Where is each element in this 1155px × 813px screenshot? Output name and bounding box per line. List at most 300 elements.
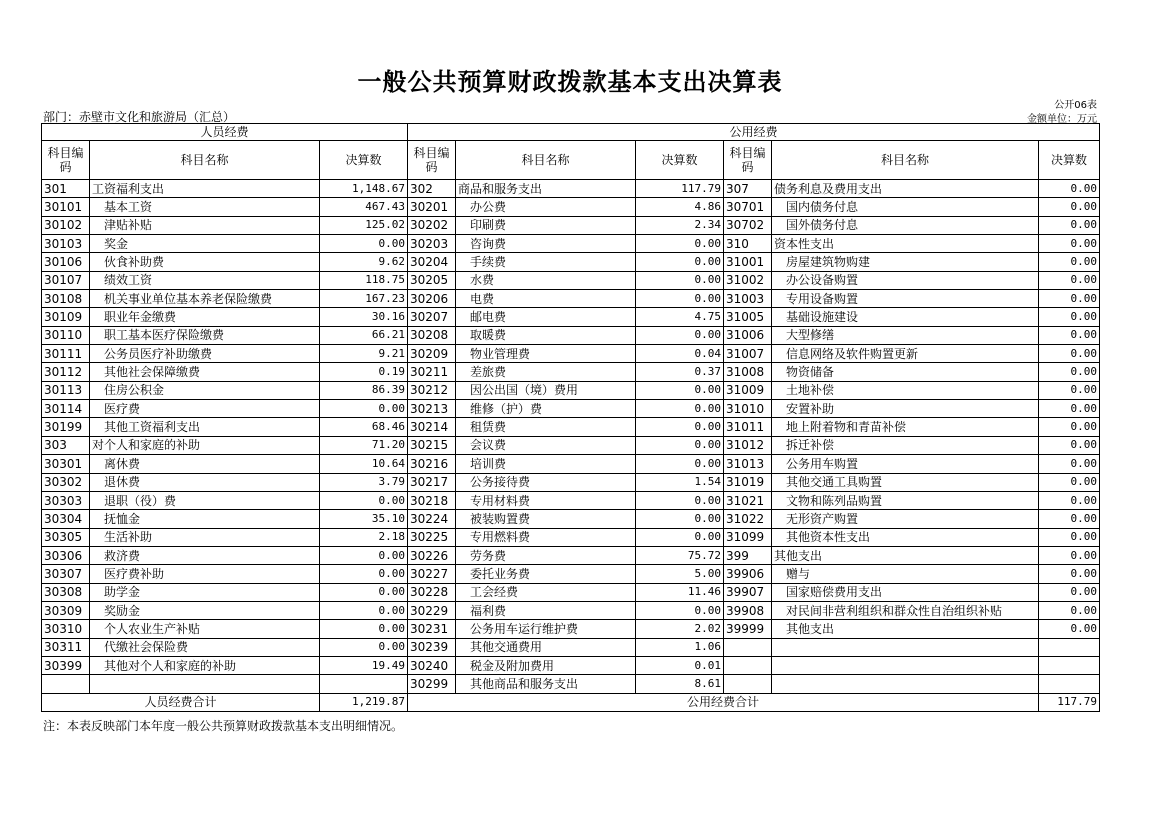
amount-cell: 117.79 bbox=[636, 180, 724, 198]
subject-code-cell: 31010 bbox=[724, 400, 772, 418]
subject-name-cell: 基础设施建设 bbox=[772, 308, 1039, 326]
subject-name-cell: 维修（护）费 bbox=[456, 400, 636, 418]
subject-name-cell: 其他支出 bbox=[772, 546, 1039, 564]
subject-name-cell: 税金及附加费用 bbox=[456, 656, 636, 674]
subject-code-cell: 39999 bbox=[724, 620, 772, 638]
table-row bbox=[42, 565, 1100, 583]
amount-cell: 0.00 bbox=[1039, 583, 1100, 601]
table-row bbox=[42, 473, 1100, 491]
amount-cell: 0.19 bbox=[320, 363, 408, 381]
subject-name-cell: 物业管理费 bbox=[456, 345, 636, 363]
subject-name-cell: 劳务费 bbox=[456, 546, 636, 564]
col-header-amount: 决算数 bbox=[1039, 141, 1100, 180]
table-row bbox=[42, 601, 1100, 619]
table-row bbox=[42, 345, 1100, 363]
subject-name-cell: 奖励金 bbox=[90, 601, 320, 619]
subject-name-cell: 基本工资 bbox=[90, 198, 320, 216]
amount-cell: 0.00 bbox=[1039, 491, 1100, 509]
subject-name-cell: 无形资产购置 bbox=[772, 510, 1039, 528]
amount-cell: 118.75 bbox=[320, 271, 408, 289]
subject-name-cell: 公务用车运行维护费 bbox=[456, 620, 636, 638]
subject-name-cell: 其他交通工具购置 bbox=[772, 473, 1039, 491]
subject-name-cell: 退职（役）费 bbox=[90, 491, 320, 509]
subject-code-cell: 30213 bbox=[408, 400, 456, 418]
amount-cell: 2.34 bbox=[636, 216, 724, 234]
subject-code-cell: 30202 bbox=[408, 216, 456, 234]
subject-name-cell: 手续费 bbox=[456, 253, 636, 271]
amount-cell: 19.49 bbox=[320, 656, 408, 674]
amount-cell: 0.00 bbox=[636, 253, 724, 271]
subject-name-cell: 公务用车购置 bbox=[772, 455, 1039, 473]
table-row bbox=[42, 675, 1100, 693]
group-header-personnel: 人员经费 bbox=[42, 124, 408, 141]
col-header-code: 科目编码 bbox=[408, 141, 456, 180]
subject-code-cell: 31021 bbox=[724, 491, 772, 509]
subject-name-cell: 房屋建筑物购建 bbox=[772, 253, 1039, 271]
table-row bbox=[42, 216, 1100, 234]
amount-cell: 71.20 bbox=[320, 436, 408, 454]
subject-name-cell: 机关事业单位基本养老保险缴费 bbox=[90, 290, 320, 308]
amount-cell: 0.00 bbox=[1039, 418, 1100, 436]
subject-code-cell: 30299 bbox=[408, 675, 456, 693]
subject-name-cell: 差旅费 bbox=[456, 363, 636, 381]
amount-cell: 0.00 bbox=[320, 565, 408, 583]
table-row bbox=[42, 620, 1100, 638]
subject-code-cell: 30701 bbox=[724, 198, 772, 216]
amount-cell: 0.00 bbox=[1039, 363, 1100, 381]
subject-code-cell: 30205 bbox=[408, 271, 456, 289]
subject-code-cell: 31019 bbox=[724, 473, 772, 491]
subject-code-cell bbox=[724, 638, 772, 656]
subject-name-cell bbox=[772, 656, 1039, 674]
subject-code-cell: 30113 bbox=[42, 381, 90, 399]
subject-name-cell: 国外债务付息 bbox=[772, 216, 1039, 234]
amount-cell: 0.00 bbox=[1039, 455, 1100, 473]
subject-code-cell: 30240 bbox=[408, 656, 456, 674]
amount-cell: 0.00 bbox=[636, 381, 724, 399]
amount-cell: 0.00 bbox=[1039, 620, 1100, 638]
subject-name-cell bbox=[772, 638, 1039, 656]
subject-code-cell: 30302 bbox=[42, 473, 90, 491]
amount-cell: 0.00 bbox=[636, 510, 724, 528]
amount-cell: 0.00 bbox=[320, 620, 408, 638]
amount-cell: 0.00 bbox=[1039, 180, 1100, 198]
subject-code-cell: 30102 bbox=[42, 216, 90, 234]
subject-name-cell: 其他商品和服务支出 bbox=[456, 675, 636, 693]
personnel-total-label: 人员经费合计 bbox=[42, 693, 320, 711]
subject-name-cell: 住房公积金 bbox=[90, 381, 320, 399]
subject-name-cell: 津贴补贴 bbox=[90, 216, 320, 234]
subject-name-cell: 会议费 bbox=[456, 436, 636, 454]
subject-code-cell: 30308 bbox=[42, 583, 90, 601]
subject-code-cell: 30231 bbox=[408, 620, 456, 638]
amount-cell: 0.00 bbox=[636, 491, 724, 509]
subject-name-cell: 被装购置费 bbox=[456, 510, 636, 528]
amount-cell: 10.64 bbox=[320, 455, 408, 473]
amount-cell: 0.00 bbox=[320, 546, 408, 564]
subject-code-cell: 302 bbox=[408, 180, 456, 198]
amount-cell: 0.04 bbox=[636, 345, 724, 363]
table-row bbox=[42, 253, 1100, 271]
subject-name-cell: 物资储备 bbox=[772, 363, 1039, 381]
amount-cell bbox=[1039, 638, 1100, 656]
amount-cell: 4.75 bbox=[636, 308, 724, 326]
subject-name-cell: 办公费 bbox=[456, 198, 636, 216]
subject-name-cell: 工资福利支出 bbox=[90, 180, 320, 198]
amount-cell bbox=[320, 675, 408, 693]
amount-cell: 3.79 bbox=[320, 473, 408, 491]
totals-row bbox=[42, 693, 1100, 711]
amount-cell: 0.00 bbox=[1039, 290, 1100, 308]
amount-cell: 0.00 bbox=[320, 400, 408, 418]
subject-code-cell: 30209 bbox=[408, 345, 456, 363]
subject-code-cell: 30226 bbox=[408, 546, 456, 564]
subject-name-cell: 医疗费补助 bbox=[90, 565, 320, 583]
subject-code-cell: 30399 bbox=[42, 656, 90, 674]
table-row bbox=[42, 455, 1100, 473]
subject-name-cell: 其他支出 bbox=[772, 620, 1039, 638]
subject-name-cell: 商品和服务支出 bbox=[456, 180, 636, 198]
amount-cell: 0.00 bbox=[636, 455, 724, 473]
subject-code-cell: 31012 bbox=[724, 436, 772, 454]
subject-name-cell: 国内债务付息 bbox=[772, 198, 1039, 216]
subject-name-cell: 绩效工资 bbox=[90, 271, 320, 289]
amount-cell: 1.06 bbox=[636, 638, 724, 656]
subject-code-cell: 30214 bbox=[408, 418, 456, 436]
subject-name-cell: 对民间非营利组织和群众性自治组织补贴 bbox=[772, 601, 1039, 619]
subject-code-cell: 30107 bbox=[42, 271, 90, 289]
amount-cell: 0.00 bbox=[636, 418, 724, 436]
table-row bbox=[42, 436, 1100, 454]
amount-cell: 0.00 bbox=[1039, 216, 1100, 234]
subject-name-cell: 委托业务费 bbox=[456, 565, 636, 583]
amount-cell: 0.00 bbox=[636, 326, 724, 344]
subject-name-cell: 抚恤金 bbox=[90, 510, 320, 528]
department-label: 部门：赤壁市文化和旅游局（汇总） bbox=[43, 110, 236, 124]
subject-name-cell: 专用材料费 bbox=[456, 491, 636, 509]
amount-cell: 0.00 bbox=[1039, 381, 1100, 399]
amount-cell: 1,148.67 bbox=[320, 180, 408, 198]
subject-name-cell: 其他对个人和家庭的补助 bbox=[90, 656, 320, 674]
amount-cell: 0.00 bbox=[1039, 546, 1100, 564]
amount-cell: 1.54 bbox=[636, 473, 724, 491]
table-row bbox=[42, 198, 1100, 216]
subject-code-cell: 30218 bbox=[408, 491, 456, 509]
subject-code-cell: 30212 bbox=[408, 381, 456, 399]
subject-name-cell: 职业年金缴费 bbox=[90, 308, 320, 326]
col-header-name: 科目名称 bbox=[456, 141, 636, 180]
subject-name-cell bbox=[772, 675, 1039, 693]
subject-name-cell: 其他交通费用 bbox=[456, 638, 636, 656]
amount-cell: 75.72 bbox=[636, 546, 724, 564]
table-row bbox=[42, 491, 1100, 509]
table-row bbox=[42, 308, 1100, 326]
table-row bbox=[42, 638, 1100, 656]
amount-cell: 467.43 bbox=[320, 198, 408, 216]
group-header-row bbox=[42, 124, 1100, 141]
subject-code-cell: 30106 bbox=[42, 253, 90, 271]
subject-code-cell: 30301 bbox=[42, 455, 90, 473]
subject-code-cell: 30203 bbox=[408, 235, 456, 253]
amount-cell: 0.00 bbox=[1039, 326, 1100, 344]
table-row bbox=[42, 583, 1100, 601]
amount-cell: 0.00 bbox=[636, 601, 724, 619]
table-row bbox=[42, 418, 1100, 436]
subject-code-cell: 30207 bbox=[408, 308, 456, 326]
subject-name-cell: 土地补偿 bbox=[772, 381, 1039, 399]
table-row bbox=[42, 290, 1100, 308]
public-total-label: 公用经费合计 bbox=[408, 693, 1039, 711]
subject-name-cell: 因公出国（境）费用 bbox=[456, 381, 636, 399]
subject-code-cell: 30702 bbox=[724, 216, 772, 234]
subject-code-cell: 31002 bbox=[724, 271, 772, 289]
subject-code-cell: 30306 bbox=[42, 546, 90, 564]
amount-cell: 0.00 bbox=[1039, 253, 1100, 271]
amount-cell: 0.00 bbox=[320, 583, 408, 601]
subject-code-cell: 30307 bbox=[42, 565, 90, 583]
subject-code-cell: 30109 bbox=[42, 308, 90, 326]
subject-name-cell: 取暖费 bbox=[456, 326, 636, 344]
subject-code-cell: 30112 bbox=[42, 363, 90, 381]
amount-cell: 0.00 bbox=[1039, 271, 1100, 289]
subject-name-cell: 医疗费 bbox=[90, 400, 320, 418]
table-code-label: 公开06表 bbox=[1054, 100, 1097, 111]
amount-cell: 0.00 bbox=[1039, 436, 1100, 454]
amount-cell: 68.46 bbox=[320, 418, 408, 436]
subject-code-cell: 39908 bbox=[724, 601, 772, 619]
subject-code-cell: 30305 bbox=[42, 528, 90, 546]
col-header-amount: 决算数 bbox=[636, 141, 724, 180]
subject-name-cell: 专用设备购置 bbox=[772, 290, 1039, 308]
subject-code-cell: 30216 bbox=[408, 455, 456, 473]
amount-cell: 2.02 bbox=[636, 620, 724, 638]
amount-cell: 4.86 bbox=[636, 198, 724, 216]
subject-name-cell: 培训费 bbox=[456, 455, 636, 473]
amount-cell: 0.00 bbox=[636, 290, 724, 308]
amount-cell: 5.00 bbox=[636, 565, 724, 583]
subject-name-cell: 赠与 bbox=[772, 565, 1039, 583]
subject-name-cell: 办公设备购置 bbox=[772, 271, 1039, 289]
subject-name-cell: 其他资本性支出 bbox=[772, 528, 1039, 546]
amount-cell: 0.00 bbox=[320, 601, 408, 619]
amount-cell: 2.18 bbox=[320, 528, 408, 546]
amount-cell: 35.10 bbox=[320, 510, 408, 528]
subject-name-cell: 邮电费 bbox=[456, 308, 636, 326]
subject-code-cell: 39907 bbox=[724, 583, 772, 601]
table-row bbox=[42, 510, 1100, 528]
subject-code-cell: 30108 bbox=[42, 290, 90, 308]
group-header-public: 公用经费 bbox=[408, 124, 1100, 141]
amount-cell: 0.00 bbox=[1039, 510, 1100, 528]
unit-label: 金额单位：万元 bbox=[1027, 114, 1097, 125]
amount-cell: 0.00 bbox=[1039, 473, 1100, 491]
subject-name-cell: 大型修缮 bbox=[772, 326, 1039, 344]
subject-name-cell: 其他工资福利支出 bbox=[90, 418, 320, 436]
amount-cell: 167.23 bbox=[320, 290, 408, 308]
subject-name-cell: 公务接待费 bbox=[456, 473, 636, 491]
amount-cell: 125.02 bbox=[320, 216, 408, 234]
subject-code-cell: 31009 bbox=[724, 381, 772, 399]
amount-cell: 0.00 bbox=[1039, 198, 1100, 216]
subject-code-cell: 30211 bbox=[408, 363, 456, 381]
subject-code-cell: 30114 bbox=[42, 400, 90, 418]
personnel-total-amount: 1,219.87 bbox=[320, 693, 408, 711]
subject-code-cell bbox=[724, 675, 772, 693]
subject-code-cell: 31006 bbox=[724, 326, 772, 344]
table-row bbox=[42, 528, 1100, 546]
subject-code-cell: 303 bbox=[42, 436, 90, 454]
subject-code-cell: 307 bbox=[724, 180, 772, 198]
col-header-code: 科目编码 bbox=[42, 141, 90, 180]
subject-name-cell: 伙食补助费 bbox=[90, 253, 320, 271]
amount-cell: 9.21 bbox=[320, 345, 408, 363]
amount-cell: 0.00 bbox=[636, 436, 724, 454]
subject-code-cell bbox=[724, 656, 772, 674]
subject-name-cell: 助学金 bbox=[90, 583, 320, 601]
subject-code-cell: 31003 bbox=[724, 290, 772, 308]
amount-cell: 0.00 bbox=[1039, 528, 1100, 546]
col-header-name: 科目名称 bbox=[772, 141, 1039, 180]
table-row bbox=[42, 400, 1100, 418]
amount-cell: 0.00 bbox=[636, 235, 724, 253]
subject-name-cell: 债务利息及费用支出 bbox=[772, 180, 1039, 198]
table-row bbox=[42, 235, 1100, 253]
subject-name-cell: 福利费 bbox=[456, 601, 636, 619]
table-row bbox=[42, 656, 1100, 674]
amount-cell: 0.37 bbox=[636, 363, 724, 381]
col-header-amount: 决算数 bbox=[320, 141, 408, 180]
amount-cell: 0.00 bbox=[320, 638, 408, 656]
subject-name-cell: 咨询费 bbox=[456, 235, 636, 253]
subject-code-cell: 30224 bbox=[408, 510, 456, 528]
amount-cell: 0.01 bbox=[636, 656, 724, 674]
subject-code-cell: 30310 bbox=[42, 620, 90, 638]
amount-cell: 0.00 bbox=[1039, 400, 1100, 418]
amount-cell: 0.00 bbox=[1039, 308, 1100, 326]
subject-name-cell bbox=[90, 675, 320, 693]
subject-code-cell: 30309 bbox=[42, 601, 90, 619]
subject-code-cell: 30217 bbox=[408, 473, 456, 491]
subject-name-cell: 代缴社会保险费 bbox=[90, 638, 320, 656]
subject-code-cell: 31011 bbox=[724, 418, 772, 436]
amount-cell: 0.00 bbox=[1039, 345, 1100, 363]
subject-code-cell: 30110 bbox=[42, 326, 90, 344]
column-header-row bbox=[42, 141, 1100, 180]
amount-cell: 0.00 bbox=[1039, 565, 1100, 583]
subject-code-cell: 30111 bbox=[42, 345, 90, 363]
amount-cell bbox=[1039, 675, 1100, 693]
subject-name-cell: 资本性支出 bbox=[772, 235, 1039, 253]
subject-name-cell: 水费 bbox=[456, 271, 636, 289]
page-title: 一般公共预算财政拨款基本支出决算表 bbox=[357, 67, 783, 96]
subject-name-cell: 地上附着物和青苗补偿 bbox=[772, 418, 1039, 436]
subject-name-cell: 文物和陈列品购置 bbox=[772, 491, 1039, 509]
amount-cell bbox=[1039, 656, 1100, 674]
subject-code-cell: 31013 bbox=[724, 455, 772, 473]
subject-name-cell: 对个人和家庭的补助 bbox=[90, 436, 320, 454]
col-header-code: 科目编码 bbox=[724, 141, 772, 180]
subject-code-cell: 310 bbox=[724, 235, 772, 253]
subject-code-cell: 30311 bbox=[42, 638, 90, 656]
subject-name-cell: 救济费 bbox=[90, 546, 320, 564]
subject-code-cell: 30227 bbox=[408, 565, 456, 583]
subject-name-cell: 信息网络及软件购置更新 bbox=[772, 345, 1039, 363]
table-row bbox=[42, 381, 1100, 399]
amount-cell: 0.00 bbox=[320, 235, 408, 253]
table-row bbox=[42, 271, 1100, 289]
subject-name-cell: 租赁费 bbox=[456, 418, 636, 436]
expenditure-table bbox=[41, 123, 1100, 712]
subject-code-cell: 399 bbox=[724, 546, 772, 564]
footnote: 注：本表反映部门本年度一般公共预算财政拨款基本支出明细情况。 bbox=[43, 719, 404, 733]
subject-code-cell: 31022 bbox=[724, 510, 772, 528]
subject-code-cell bbox=[42, 675, 90, 693]
amount-cell: 0.00 bbox=[1039, 235, 1100, 253]
subject-name-cell: 奖金 bbox=[90, 235, 320, 253]
table-row bbox=[42, 326, 1100, 344]
subject-code-cell: 30199 bbox=[42, 418, 90, 436]
subject-name-cell: 离休费 bbox=[90, 455, 320, 473]
subject-code-cell: 30229 bbox=[408, 601, 456, 619]
subject-name-cell: 拆迁补偿 bbox=[772, 436, 1039, 454]
subject-code-cell: 30103 bbox=[42, 235, 90, 253]
subject-code-cell: 30101 bbox=[42, 198, 90, 216]
subject-code-cell: 30228 bbox=[408, 583, 456, 601]
subject-name-cell: 生活补助 bbox=[90, 528, 320, 546]
subject-code-cell: 31099 bbox=[724, 528, 772, 546]
subject-name-cell: 工会经费 bbox=[456, 583, 636, 601]
subject-name-cell: 印刷费 bbox=[456, 216, 636, 234]
subject-code-cell: 31008 bbox=[724, 363, 772, 381]
subject-code-cell: 31007 bbox=[724, 345, 772, 363]
subject-name-cell: 专用燃料费 bbox=[456, 528, 636, 546]
subject-name-cell: 国家赔偿费用支出 bbox=[772, 583, 1039, 601]
subject-code-cell: 30201 bbox=[408, 198, 456, 216]
col-header-name: 科目名称 bbox=[90, 141, 320, 180]
subject-name-cell: 个人农业生产补贴 bbox=[90, 620, 320, 638]
amount-cell: 66.21 bbox=[320, 326, 408, 344]
subject-code-cell: 30208 bbox=[408, 326, 456, 344]
amount-cell: 11.46 bbox=[636, 583, 724, 601]
subject-code-cell: 30206 bbox=[408, 290, 456, 308]
amount-cell: 0.00 bbox=[636, 271, 724, 289]
amount-cell: 9.62 bbox=[320, 253, 408, 271]
subject-name-cell: 其他社会保障缴费 bbox=[90, 363, 320, 381]
subject-name-cell: 安置补助 bbox=[772, 400, 1039, 418]
amount-cell: 86.39 bbox=[320, 381, 408, 399]
table-row bbox=[42, 180, 1100, 198]
amount-cell: 0.00 bbox=[1039, 601, 1100, 619]
amount-cell: 8.61 bbox=[636, 675, 724, 693]
subject-code-cell: 301 bbox=[42, 180, 90, 198]
subject-name-cell: 职工基本医疗保险缴费 bbox=[90, 326, 320, 344]
subject-code-cell: 30215 bbox=[408, 436, 456, 454]
amount-cell: 0.00 bbox=[636, 528, 724, 546]
subject-code-cell: 30303 bbox=[42, 491, 90, 509]
subject-code-cell: 30204 bbox=[408, 253, 456, 271]
public-total-amount: 117.79 bbox=[1039, 693, 1100, 711]
subject-name-cell: 退休费 bbox=[90, 473, 320, 491]
subject-code-cell: 31005 bbox=[724, 308, 772, 326]
subject-code-cell: 30239 bbox=[408, 638, 456, 656]
table-row bbox=[42, 363, 1100, 381]
subject-code-cell: 31001 bbox=[724, 253, 772, 271]
table-row bbox=[42, 546, 1100, 564]
subject-code-cell: 30304 bbox=[42, 510, 90, 528]
amount-cell: 0.00 bbox=[320, 491, 408, 509]
amount-cell: 30.16 bbox=[320, 308, 408, 326]
subject-name-cell: 电费 bbox=[456, 290, 636, 308]
